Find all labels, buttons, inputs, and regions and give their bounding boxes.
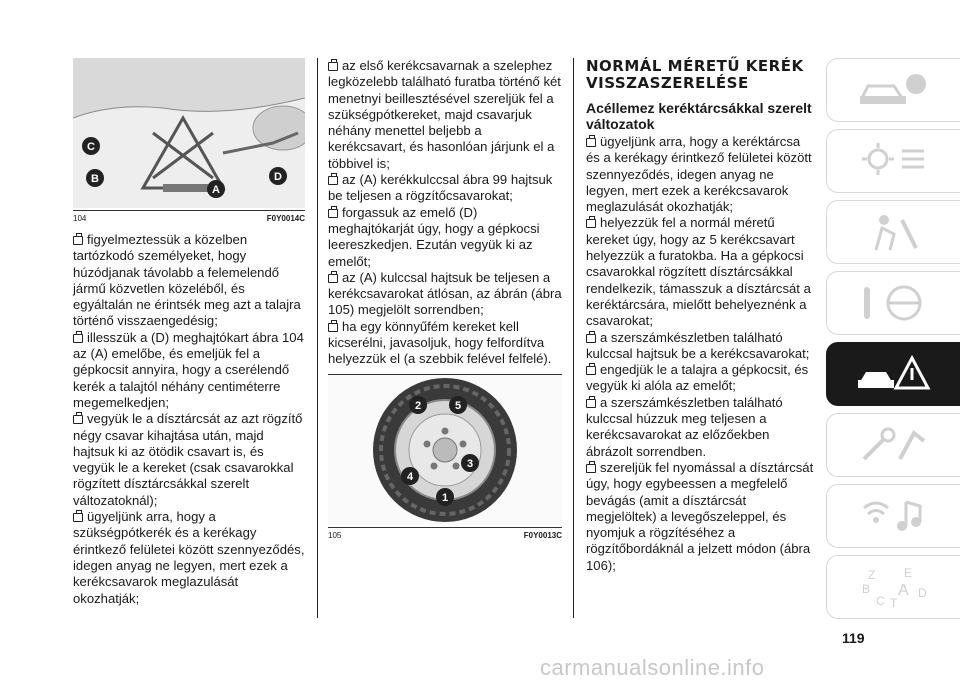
list-item: vegyük le a dísztárcsát az azt rögzítő négy csavar kihajtása után, majd hajtsuk ki az ötödik csavart is, és vegyük le a kereket (csak csavarokkal rögzített dísztárcsákkal szerelt változatoknál);	[73, 411, 303, 508]
checkbox-bullet-icon	[328, 274, 338, 283]
figure-code: F0Y0014C	[266, 214, 305, 223]
checkbox-bullet-icon	[586, 219, 596, 228]
list-item: a szerszámkészletben található kulccsal hajtsuk be a kerékcsavarokat;	[586, 329, 810, 361]
tab-emergency[interactable]	[826, 342, 960, 406]
airbag-safety-icon	[854, 210, 934, 254]
list-item: a szerszámkészletben található kulccsal húzzuk meg teljesen a kerékcsavarokat az előzőekben ábrázolt sorrendben.	[586, 394, 783, 459]
emergency-breakdown-icon	[854, 352, 934, 396]
column-divider	[573, 58, 574, 618]
watermark: carmanualsonline.info	[540, 655, 765, 680]
callout-a: A	[212, 184, 220, 196]
callout-3: 3	[466, 457, 474, 470]
list-item: helyezzük fel a normál méretű kereket úgy, hogy az 5 kerékcsavart helyezzük a furatokba. Ha a gépkocsi csavarokkal rögzített dísztárcsákkal rendelkezik, támasszuk a dísztárcsát a keréktárcsára, mielőtt behelyeznénk a csavarokat;	[586, 215, 811, 329]
list-item: az első kerékcsavarnak a szelephez legközelebb található furatba történő két menetnyi beillesztésével szereljük fel a szükségpótkereket, majd csavarjuk néhány menettel beljebb a kerékcsavart, és hasonlóan járjunk el a többivel is;	[328, 58, 561, 171]
svg-text:T: T	[889, 596, 897, 609]
list-item: az (A) kulccsal hajtsuk be teljesen a kerékcsavarokat átlósan, az ábrán (ábra 105) megjelölt sorrendben;	[328, 269, 562, 318]
column-divider	[317, 58, 318, 618]
checkbox-bullet-icon	[586, 334, 596, 343]
checkbox-bullet-icon	[586, 464, 596, 473]
callout-d: D	[274, 171, 282, 183]
col1-list	[73, 232, 305, 607]
multimedia-icon	[854, 494, 934, 538]
tab-steering-key[interactable]	[826, 271, 960, 335]
tab-dashboard-lights[interactable]	[826, 129, 960, 193]
callout-1: 1	[441, 491, 449, 504]
checkbox-bullet-icon	[328, 62, 338, 71]
col2-list	[328, 58, 562, 368]
svg-text:C: C	[875, 594, 885, 608]
figure-code: F0Y0013C	[523, 530, 562, 540]
checkbox-bullet-icon	[73, 236, 83, 245]
tab-airbag-safety[interactable]	[826, 200, 960, 264]
checkbox-bullet-icon	[73, 513, 83, 522]
svg-text:D: D	[917, 586, 927, 600]
figure-105-wheel	[328, 375, 562, 525]
checkbox-bullet-icon	[586, 399, 596, 408]
tab-car-info[interactable]	[826, 58, 960, 122]
svg-text:Z: Z	[867, 568, 875, 582]
checkbox-bullet-icon	[586, 138, 596, 147]
checkbox-bullet-icon	[328, 323, 338, 332]
figure-104-caption	[73, 210, 305, 224]
jack-illustration	[73, 58, 305, 208]
svg-text:E: E	[903, 566, 912, 580]
page-number: 119	[842, 630, 865, 646]
checkbox-bullet-icon	[586, 366, 596, 375]
list-item: ügyeljünk arra, hogy a keréktárcsa és a kerékagy érintkező felületei között szennyeződés, idegen anyag ne legyen, mert ezek a kerékcsavarok meglazulását okozhatják;	[586, 134, 812, 215]
section-subheading: Acéllemez keréktárcsákkal szerelt változatok	[586, 100, 812, 132]
list-item: az (A) kerékkulccsal ábra 99 hajtsuk be teljesen a rögzítőcsavarokat;	[328, 172, 553, 204]
column-3	[586, 58, 816, 574]
tab-multimedia[interactable]	[826, 484, 960, 548]
list-item: figyelmeztessük a közelben tartózkodó személyeket, hogy húzódjanak távolabb a felemelendő jármű közvetlen közeléből, és egyáltalán ne érintsék meg azt a talajra történő visszaengedésig;	[73, 232, 301, 329]
tab-maintenance[interactable]	[826, 413, 960, 477]
list-item: ha egy könnyűfém kereket kell kicserélni, javasoljuk, hogy felfordítva helyezzük el (a szebbik felével felfelé).	[328, 318, 552, 367]
car-info-icon	[854, 68, 934, 112]
checkbox-bullet-icon	[73, 334, 83, 343]
list-item: forgassuk az emelő (D) meghajtókarját úgy, hogy a gépkocsi leereszkedjen. Ezután vegyük ki az emelőt;	[328, 204, 540, 269]
column-2	[328, 58, 562, 541]
figure-number: 105	[328, 530, 342, 540]
svg-text:A: A	[897, 582, 909, 599]
steering-wheel-key-icon	[854, 281, 934, 325]
figure-105-caption	[328, 527, 562, 541]
callout-2: 2	[414, 399, 422, 412]
list-item: ügyeljünk arra, hogy a szükségpótkerék és a kerékagy érintkező felületei között szennyeződés, idegen anyag ne legyen, mert ezek a kerékcsavarok meglazulását okozhatják;	[73, 509, 305, 606]
figure-104-jack	[73, 58, 305, 208]
section-heading: NORMÁL MÉRETŰ KERÉK VISSZASZERELÉSE	[586, 57, 804, 92]
svg-text:B: B	[861, 582, 870, 596]
checkbox-bullet-icon	[328, 176, 338, 185]
callout-c: C	[87, 141, 95, 153]
list-item: illesszük a (D) meghajtókart ábra 104 az (A) emelőbe, és emeljük fel a gépkocsit annyira, hogy a cserélendő kerék a talajtól néhány centiméterre megemelkedjen;	[73, 329, 304, 410]
checkbox-bullet-icon	[73, 415, 83, 424]
list-item: engedjük le a talajra a gépkocsit, és vegyük ki alóla az emelőt;	[586, 362, 809, 394]
list-item: szereljük fel nyomással a dísztárcsát úgy, hogy egybeessen a megfelelő bevágás (amit a dísztárcsát megjelöltek) a levegőszeleppel, és nyomjuk a rögzítéséhez a rögzítőbordáknál a jelzett módon (ábra 106);	[586, 459, 814, 573]
callout-5: 5	[454, 399, 462, 412]
tab-index[interactable]	[826, 555, 960, 619]
maintenance-tools-icon	[854, 423, 934, 467]
callout-4: 4	[406, 470, 414, 483]
column-1	[73, 58, 305, 607]
figure-number: 104	[73, 214, 87, 223]
checkbox-bullet-icon	[328, 209, 338, 218]
index-letters-icon	[854, 565, 934, 609]
dashboard-lights-icon	[854, 139, 934, 183]
col3-list	[586, 134, 816, 574]
chapter-tabs	[826, 58, 960, 626]
callout-b: B	[91, 173, 99, 185]
wheel-illustration	[328, 375, 562, 525]
